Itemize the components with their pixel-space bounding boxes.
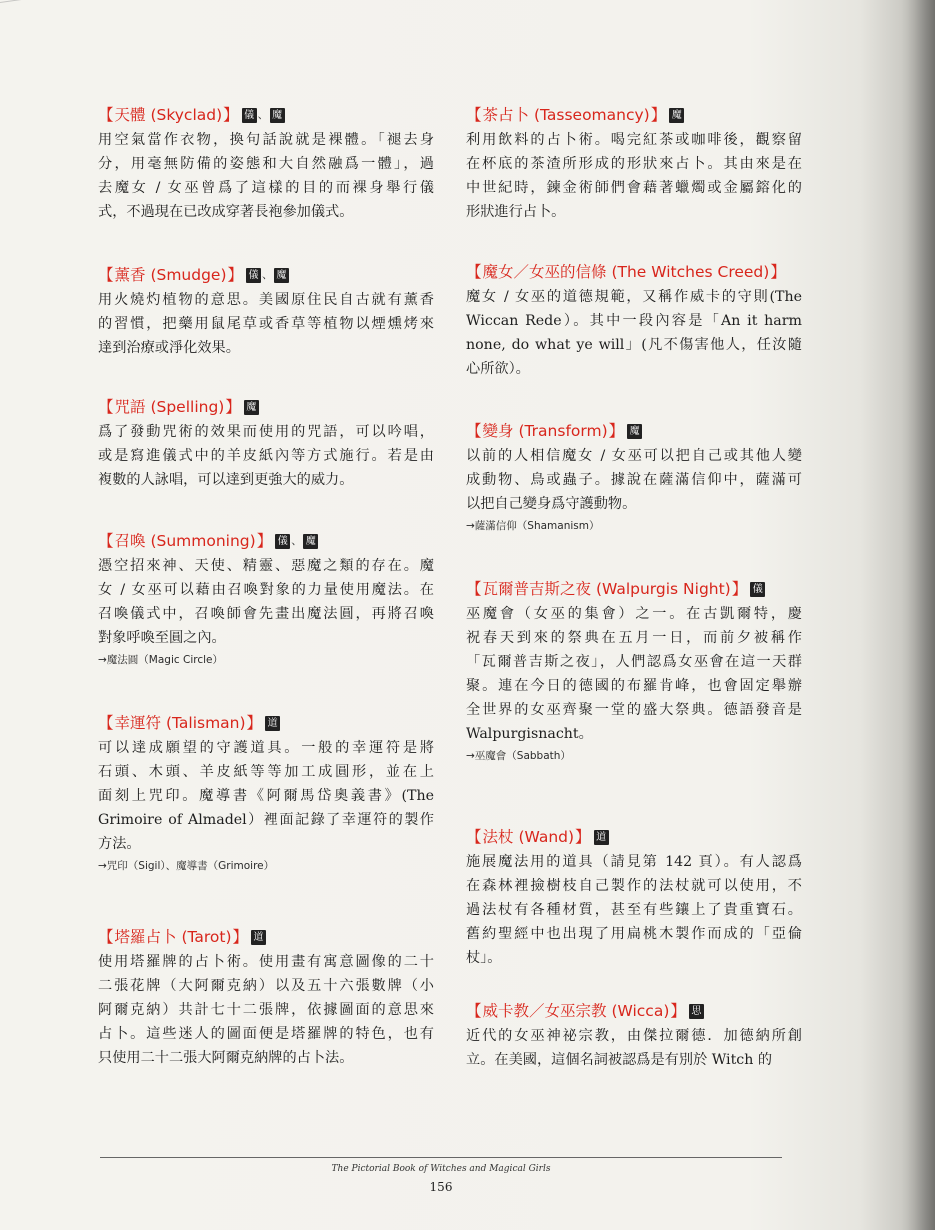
entry-body-line: 在森林裡撿樹枝自己製作的法杖就可以使用，不 [466,878,802,894]
category-badges [242,104,285,126]
entry-body-line: 方法。 [98,836,141,852]
entry-body-line: 複數的人詠唱，可以達到更強大的威力。 [98,472,354,488]
heading-bracket-close: 】 [232,928,249,946]
entry-body [466,285,802,381]
entry-spelling [98,396,434,492]
category-badges [594,830,609,845]
entry-title: 瓦爾普吉斯之夜 (Walpurgis Night) [482,580,731,598]
entry-body-line: 爲了發動咒術的效果而使用的咒語，可以吟唱， [98,424,434,440]
category-badge: 思 [689,1004,704,1019]
entry-body-line: 巫魔會（女巫的集會）之一。在古凱爾特，慶 [466,606,802,622]
entry-heading [466,420,802,442]
heading-bracket-open: 【 [98,714,114,732]
heading-bracket-open: 【 [466,106,482,124]
badge-separator: 、 [262,268,274,281]
entry-body [98,128,434,224]
entry-title: 天體 (Skyclad) [114,106,223,124]
entry-tarot [98,926,434,1070]
entry-walpurgis-night [466,578,802,764]
entry-skyclad [98,104,434,224]
entry-wicca [466,1000,802,1072]
entry-body-line: 中世紀時，鍊金術師們會藉著蠟燭或金屬鎔化的 [466,180,802,196]
entry-body-line: 在杯底的茶渣所形成的形狀來占卜。其由來是在 [466,156,802,172]
entry-body-line: 舊約聖經中也出現了用扁桃木製作而成的「亞倫 [466,926,802,942]
heading-bracket-open: 【 [98,928,114,946]
entry-heading [98,396,434,418]
entry-body-line: none, do what ye will」(凡不傷害他人，任汝隨 [466,337,802,353]
entry-body [466,602,802,746]
category-badge: 儀 [242,108,257,123]
cross-reference: →巫魔會（Sabbath） [466,750,571,762]
category-badge: 魔 [244,400,259,415]
entry-body-line: 石頭、木頭、羊皮紙等等加工成圓形，並在上 [98,764,434,780]
heading-bracket-close: 】 [225,398,241,416]
entry-heading [466,826,802,848]
badge-separator: 、 [291,534,303,547]
heading-bracket-open: 【 [466,422,482,440]
entry-heading [466,261,802,283]
corner-mark [0,0,31,25]
cross-reference: →咒印（Sigil）、魔導書（Grimoire） [98,860,275,872]
entry-title: 法杖 (Wand) [482,828,575,846]
entry-body-line: 成動物、鳥或蟲子。據說在薩滿信仰中，薩滿可 [466,472,802,488]
entry-smudge [98,264,434,360]
entry-heading [98,104,434,126]
heading-bracket-close: 】 [227,266,244,284]
category-badge: 魔 [303,534,318,549]
entry-body-line: 憑空招來神、天使、精靈、惡魔之類的存在。魔 [98,558,434,574]
entry-body-line: 杖」。 [466,950,502,966]
entry-body [466,1024,802,1072]
entry-body-line: 阿爾克納）共計七十二張牌，依據圖面的意思來 [98,1002,434,1018]
heading-bracket-close: 】 [575,828,591,846]
category-badges [689,1004,704,1019]
heading-bracket-open: 【 [466,263,482,281]
entry-title: 茶占卜 (Tasseomancy) [482,106,650,124]
category-badge: 儀 [275,534,290,549]
category-badges [669,108,684,123]
heading-bracket-close: 】 [731,580,748,598]
entry-body-line: 過法杖有各種材質，甚至有些鑲上了貴重寶石。 [466,902,802,918]
category-badges [246,264,289,286]
entry-body [466,850,802,970]
heading-bracket-close: 】 [246,714,263,732]
entry-body-line: 用火燒灼植物的意思。美國原住民自古就有薰香 [98,292,434,308]
heading-bracket-open: 【 [98,532,114,550]
entry-body-line: 或是寫進儀式中的羊皮紙內等方式施行。若是由 [98,448,434,464]
footer-book-title: The Pictorial Book of Witches and Magical Girls [331,1164,551,1174]
entry-body-line: Walpurgisnacht。 [466,726,593,742]
entry-body-line: 心所欲）。 [466,361,530,377]
entry-tasseomancy [466,104,802,224]
heading-bracket-close: 】 [670,1002,686,1020]
heading-bracket-close: 】 [608,422,625,440]
category-badge: 魔 [669,108,684,123]
category-badge: 儀 [246,268,261,283]
entry-heading [98,264,434,286]
entry-body-line: Wiccan Rede）。其中一段內容是「An it harm [466,313,802,329]
entry-title: 變身 (Transform) [482,422,608,440]
heading-bracket-open: 【 [98,106,114,124]
entry-body [98,950,434,1070]
entry-body [98,288,434,360]
heading-bracket-close: 】 [223,106,239,124]
page-number: 156 [429,1180,453,1194]
entry-body [466,128,802,224]
entry-body-line: 分，用毫無防備的姿態和大自然融爲一體」，過 [98,156,434,172]
entry-transform [466,420,802,534]
badge-separator: 、 [257,108,269,121]
entry-title: 咒語 (Spelling) [114,398,225,416]
entry-title: 幸運符 (Talisman) [114,714,246,732]
category-badge: 道 [265,716,280,731]
entry-body-line: 以前的人相信魔女 / 女巫可以把自己或其他人變 [466,448,802,464]
heading-bracket-open: 【 [466,1002,482,1020]
entry-body-line: 對象呼喚至圓之內。 [98,630,226,646]
entry-title: 魔女／女巫的信條 (The Witches Creed) [482,263,770,281]
heading-bracket-open: 【 [466,828,482,846]
category-badges [750,582,765,597]
category-badges [251,930,266,945]
entry-talisman [98,712,434,874]
entry-title: 薰香 (Smudge) [114,266,227,284]
entry-body-line: 以把自己變身爲守護動物。 [466,496,637,512]
entry-body-line: 全世界的女巫齊聚一堂的盛大祭典。德語發音是 [466,702,802,718]
entry-body-line: 達到治療或淨化效果。 [98,340,240,356]
entry-wand [466,826,802,970]
heading-bracket-close: 】 [650,106,667,124]
entry-body-line: 女 / 女巫可以藉由召喚對象的力量使用魔法。在 [98,582,434,598]
entry-body-line: 立。在美國，這個名詞被認爲是有別於 Witch 的 [466,1052,773,1068]
entry-body-line: 只使用二十二張大阿爾克納牌的占卜法。 [98,1050,354,1066]
category-badge: 道 [594,830,609,845]
entry-body-line: 祝春天到來的祭典在五月一日，而前夕被稱作 [466,630,802,646]
entry-heading [98,712,434,734]
footer-rule [100,1157,782,1158]
heading-bracket-close: 】 [256,532,273,550]
entry-body-line: 式，不過現在已改成穿著長袍參加儀式。 [98,204,354,220]
category-badge: 道 [251,930,266,945]
entry-title: 威卡教／女巫宗教 (Wicca) [482,1002,670,1020]
heading-bracket-close: 】 [770,263,786,281]
entry-body-line: 用空氣當作衣物，換句話說就是裸體。「褪去身 [98,132,434,148]
entry-heading [98,926,434,948]
entry-body-line: 形狀進行占卜。 [466,204,566,220]
category-badge: 魔 [627,424,642,439]
entry-body-line: 召喚儀式中，召喚師會先畫出魔法圓，再將召喚 [98,606,434,622]
entry-title: 塔羅占卜 (Tarot) [114,928,232,946]
entry-title: 召喚 (Summoning) [114,532,256,550]
entry-body-line: 聚。連在今日的德國的布羅肯峰，也會固定舉辦 [466,678,802,694]
entry-body-line: 可以達成願望的守護道具。一般的幸運符是將 [98,740,434,756]
entry-body-line: 使用塔羅牌的占卜術。使用畫有寓意圖像的二十 [98,954,434,970]
entry-witches-creed [466,261,802,381]
category-badge: 儀 [750,582,765,597]
entry-body-line: 利用飲料的占卜術。喝完紅茶或咖啡後，觀察留 [466,132,802,148]
entry-body-line: 近代的女巫神祕宗教，由傑拉爾德．加德納所創 [466,1028,802,1044]
entry-body-line: 去魔女 / 女巫曾爲了這樣的目的而裸身舉行儀 [98,180,434,196]
heading-bracket-open: 【 [466,580,482,598]
entry-body-line: 魔女 / 女巫的道德規範，又稱作威卡的守則(The [466,289,802,305]
category-badges [244,400,259,415]
entry-body [98,736,434,856]
entry-body [98,420,434,492]
entry-body-line: 的習慣，把藥用鼠尾草或香草等植物以煙燻烤來 [98,316,434,332]
cross-reference: →薩滿信仰（Shamanism） [466,520,600,532]
category-badges [275,530,318,552]
category-badges [265,716,280,731]
heading-bracket-open: 【 [98,266,114,284]
entry-body-line: 面刻上咒印。魔導書《阿爾馬岱奧義書》(The [98,788,434,804]
entry-body-line: 二張花牌（大阿爾克納）以及五十六張數牌（小 [98,978,434,994]
category-badge: 魔 [270,108,285,123]
entry-heading [98,530,434,552]
entry-heading [466,104,802,126]
entry-body-line: 施展魔法用的道具（請見第 142 頁）。有人認爲 [466,854,802,870]
entry-heading [466,1000,802,1022]
category-badges [627,424,642,439]
heading-bracket-open: 【 [98,398,114,416]
entry-body [466,444,802,516]
entry-body-line: 占卜。這些迷人的圖面便是塔羅牌的特色，也有 [98,1026,434,1042]
category-badge: 魔 [274,268,289,283]
cross-reference: →魔法圓（Magic Circle） [98,654,223,666]
entry-summoning [98,530,434,668]
entry-body-line: Grimoire of Almadel）裡面記錄了幸運符的製作 [98,812,434,828]
page-gutter-shadow [901,0,935,1230]
entry-heading [466,578,802,600]
entry-body [98,554,434,650]
entry-body-line: 「瓦爾普吉斯之夜」，人們認爲女巫會在這一天群 [466,654,802,670]
